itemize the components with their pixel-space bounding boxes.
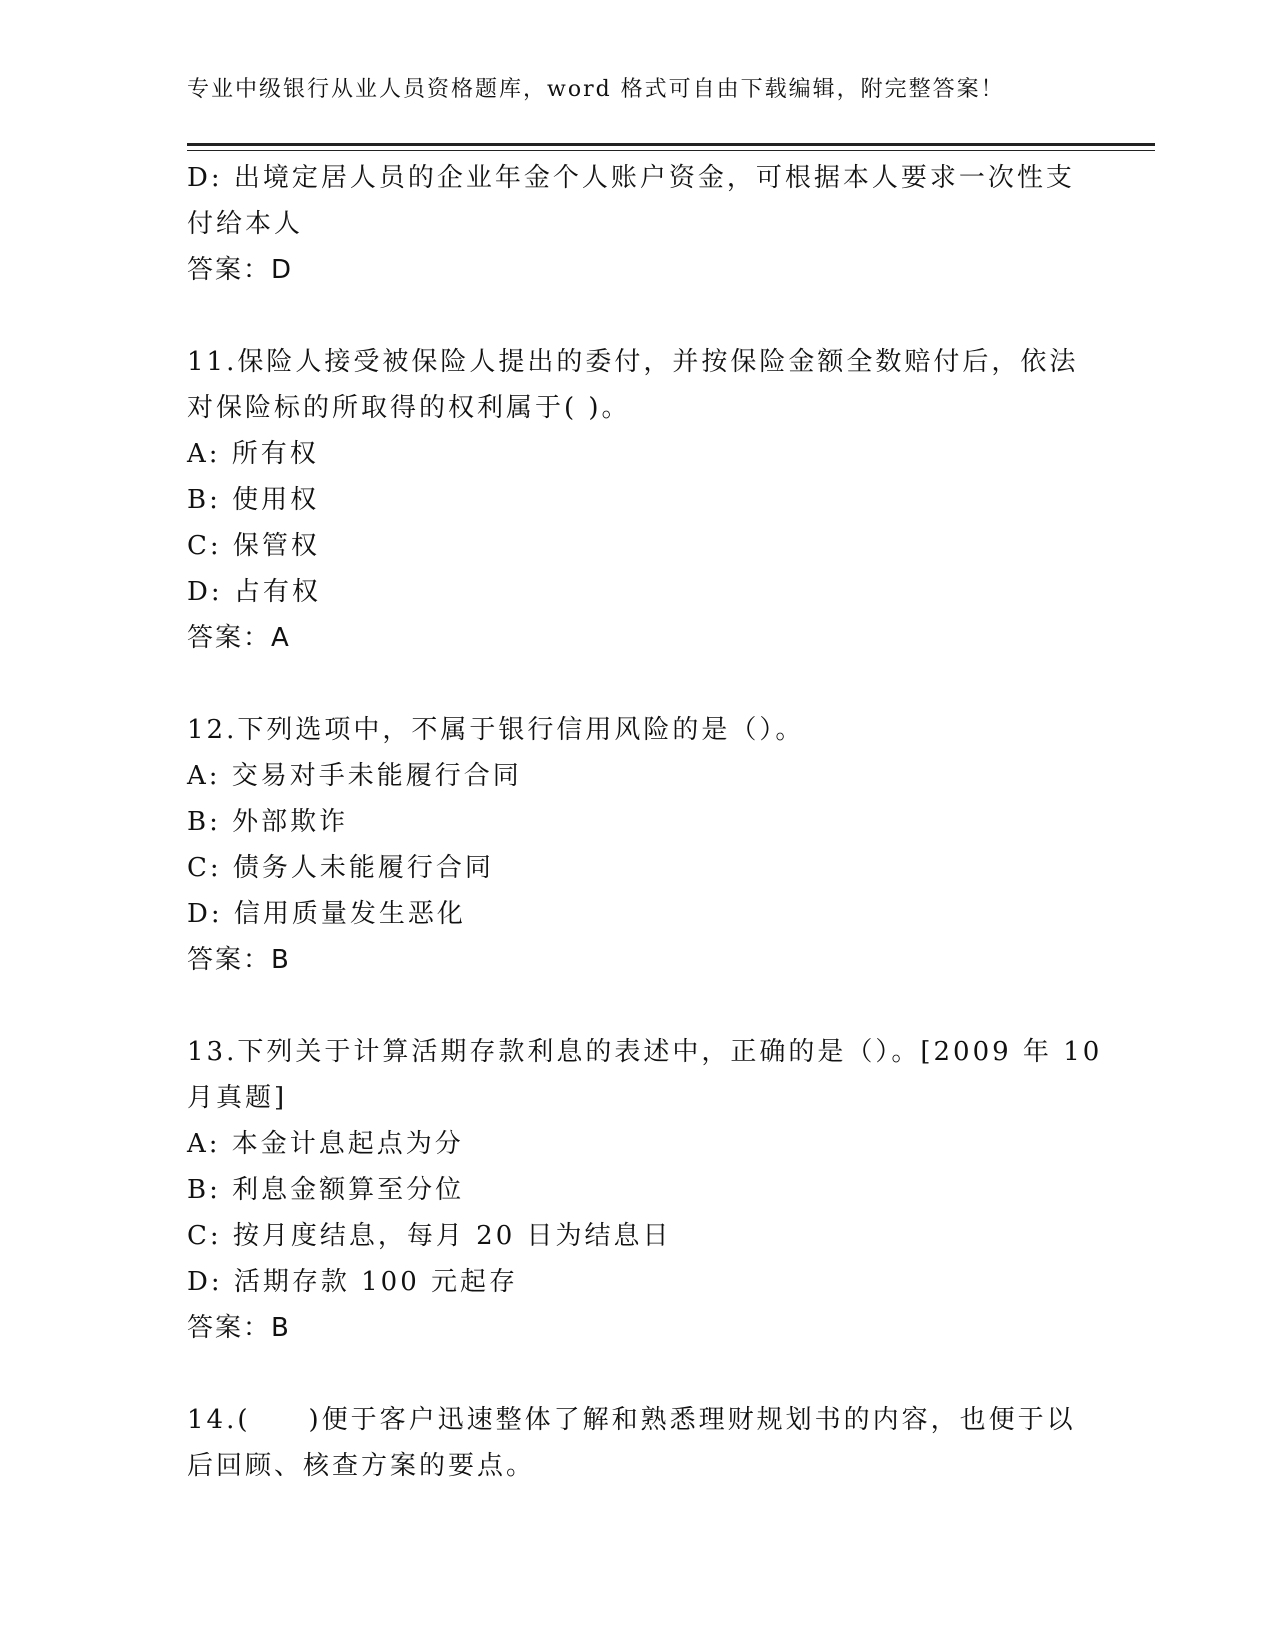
option-b: B: 使用权 xyxy=(187,485,320,515)
option-a: A: 本金计息起点为分 xyxy=(187,1129,464,1159)
option-c: C: 按月度结息，每月 20 日为结息日 xyxy=(187,1221,672,1251)
document-body xyxy=(187,155,1103,1489)
option-a: A: 所有权 xyxy=(187,439,319,469)
option-b: B: 利息金额算至分位 xyxy=(187,1175,465,1205)
option-b: B: 外部欺诈 xyxy=(187,807,349,837)
option-a: A: 交易对手未能履行合同 xyxy=(187,761,522,791)
question-11 xyxy=(187,339,1087,661)
option-c: C: 债务人未能履行合同 xyxy=(187,853,494,883)
answer-text: 答案：B xyxy=(187,1313,291,1343)
page-header: 专业中级银行从业人员资格题库，word 格式可自由下载编辑，附完整答案！ xyxy=(187,77,1005,102)
answer-text: 答案：B xyxy=(187,945,291,975)
header-rule-thick xyxy=(187,143,1155,146)
option-c: C: 保管权 xyxy=(187,531,320,561)
answer-text: 答案：A xyxy=(187,623,291,653)
question-stem: 12.下列选项中，不属于银行信用风险的是（）。 xyxy=(187,715,805,745)
question-stem: 11.保险人接受被保险人提出的委付，并按保险金额全数赔付后，依法 xyxy=(187,347,1079,377)
option-text: D: 出境定居人员的企业年金个人账户资金，可根据本人要求一次性支 xyxy=(187,163,1075,193)
question-stem: 对保险标的所取得的权利属于( )。 xyxy=(187,393,631,423)
header-rule-thin xyxy=(187,150,1155,151)
prev-question-tail xyxy=(187,155,1087,293)
question-14 xyxy=(187,1397,1087,1489)
question-stem: 月真题] xyxy=(187,1083,288,1113)
answer-text: 答案：D xyxy=(187,255,294,285)
question-stem: 13.下列关于计算活期存款利息的表述中，正确的是（）。[2009 年 10 xyxy=(187,1037,1103,1067)
option-d: D: 活期存款 100 元起存 xyxy=(187,1267,519,1297)
question-stem: 后回顾、核查方案的要点。 xyxy=(187,1451,536,1481)
option-text: 付给本人 xyxy=(187,209,304,239)
option-d: D: 信用质量发生恶化 xyxy=(187,899,466,929)
option-d: D: 占有权 xyxy=(187,577,321,607)
question-stem: 14.( )便于客户迅速整体了解和熟悉理财规划书的内容，也便于以 xyxy=(187,1405,1076,1435)
question-13 xyxy=(187,1029,1103,1351)
question-12 xyxy=(187,707,1087,983)
